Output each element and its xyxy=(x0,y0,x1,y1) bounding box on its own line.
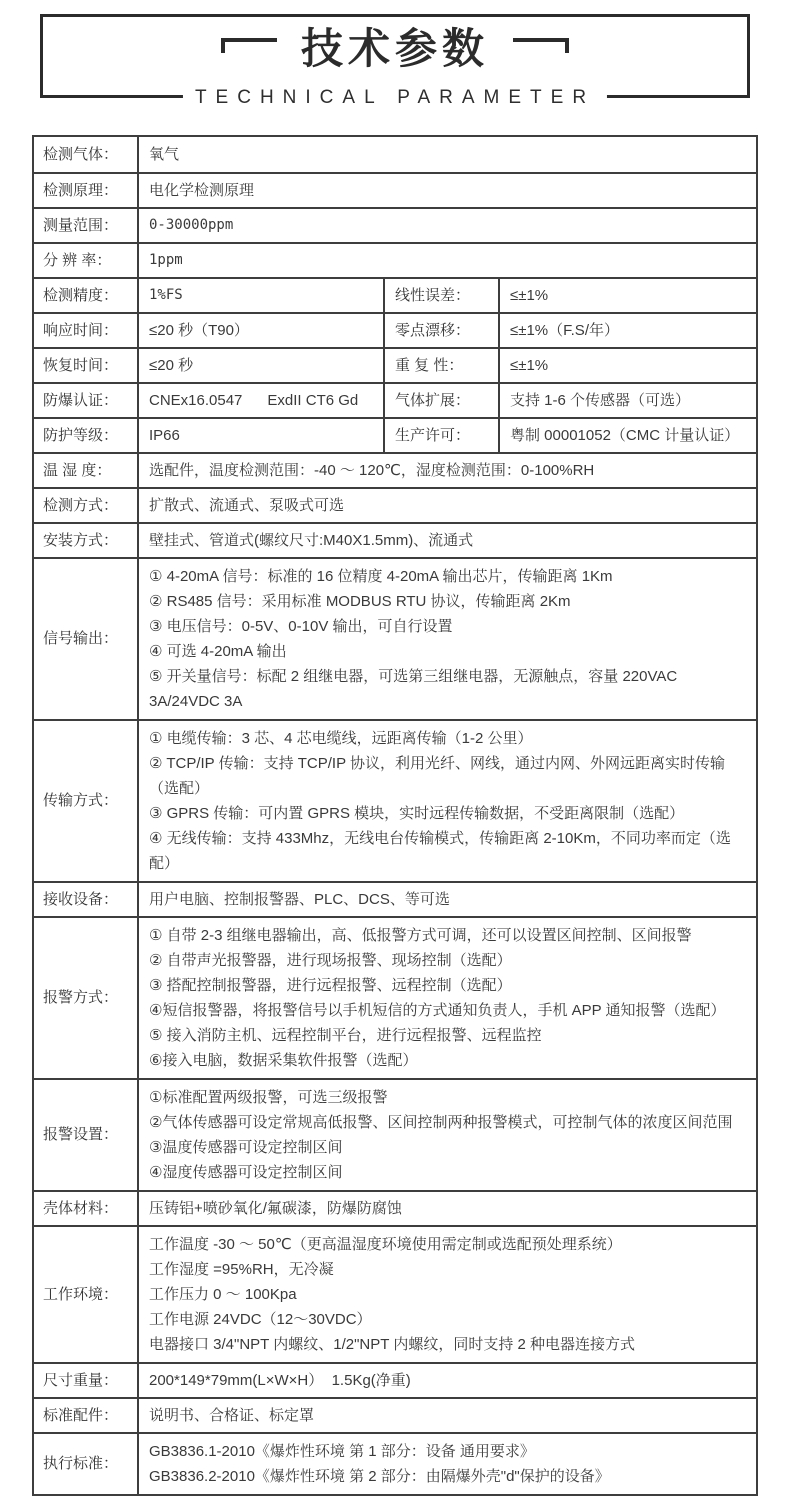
row-value: IP66 xyxy=(137,419,383,452)
row-label-2: 零点漂移： xyxy=(383,314,498,347)
row-label: 执行标准： xyxy=(43,1455,119,1473)
table-row xyxy=(34,719,756,881)
value-line: ③ 搭配控制报警器，进行远程报警、远程控制（选配） xyxy=(149,977,512,994)
row-value: CNEx16.0547 ExdII CT6 Gd xyxy=(137,384,383,417)
table-row xyxy=(34,277,756,312)
table-row xyxy=(34,312,756,347)
value-line: 电器接口 3/4"NPT 内螺纹、1/2"NPT 内螺纹，同时支持 2 种电器连接方式 xyxy=(149,1336,635,1353)
row-value xyxy=(137,918,756,1078)
value-line: ⑤ 接入消防主机、远程控制平台，进行远程报警、远程监控 xyxy=(149,1027,542,1044)
row-value-2: 支持 1-6 个传感器（可选） xyxy=(498,384,756,417)
table-row xyxy=(34,1190,756,1225)
row-label-2: 气体扩展： xyxy=(383,384,498,417)
value-line: ③ 电压信号：0-5V、0-10V 输出，可自行设置 xyxy=(149,618,453,635)
row-label: 壳体材料： xyxy=(43,1199,119,1217)
value-line: ④湿度传感器可设定控制区间 xyxy=(149,1164,343,1181)
row-label: 接收设备： xyxy=(43,890,119,908)
table-row xyxy=(34,1078,756,1190)
row-value: 1ppm xyxy=(137,244,756,277)
row-value: ≤20 秒（T90） xyxy=(137,314,383,347)
value-line: GB3836.2-2010《爆炸性环境 第 2 部分：由隔爆外壳"d"保护的设备》 xyxy=(149,1468,610,1485)
row-label: 报警方式： xyxy=(43,989,119,1007)
row-value: 0-30000ppm xyxy=(137,209,756,242)
table-row xyxy=(34,1397,756,1432)
table-row xyxy=(34,347,756,382)
table-row xyxy=(34,487,756,522)
row-label: 检测精度： xyxy=(43,286,119,304)
row-value-2: 粤制 00001052（CMC 计量认证） xyxy=(498,419,756,452)
row-value-2: ≤±1% xyxy=(498,349,756,382)
table-row xyxy=(34,417,756,452)
value-line: ①标准配置两级报警，可选三级报警 xyxy=(149,1089,388,1106)
row-label: 检测原理： xyxy=(43,181,119,199)
spec-table xyxy=(32,135,758,1496)
page-subtitle: TECHNICAL PARAMETER xyxy=(183,87,607,109)
value-line: ⑤ 开关量信号：标配 2 组继电器，可选第三组继电器，无源触点，容量 220VAC 3A/24VDC 3A xyxy=(149,668,682,710)
value-line: ② 自带声光报警器，进行现场报警、现场控制（选配） xyxy=(149,952,512,969)
row-value xyxy=(137,559,756,719)
value-line: ④ 可选 4-20mA 输出 xyxy=(149,643,287,660)
row-value-2: ≤±1% xyxy=(498,279,756,312)
row-label: 检测方式： xyxy=(43,496,119,514)
table-row xyxy=(34,137,756,172)
table-row xyxy=(34,172,756,207)
row-value: 氧气 xyxy=(137,137,756,172)
row-value: 1%FS xyxy=(137,279,383,312)
table-row xyxy=(34,452,756,487)
row-value xyxy=(137,1227,756,1362)
row-value: 用户电脑、控制报警器、PLC、DCS、等可选 xyxy=(137,883,756,916)
row-label: 标准配件： xyxy=(43,1406,119,1424)
row-label: 温 湿 度： xyxy=(43,461,112,479)
row-label: 分 辨 率： xyxy=(43,251,112,269)
row-label: 防爆认证： xyxy=(43,391,119,409)
table-row xyxy=(34,1362,756,1397)
row-label: 传输方式： xyxy=(43,792,119,810)
row-label: 恢复时间： xyxy=(43,356,119,374)
value-line: ② RS485 信号：采用标准 MODBUS RTU 协议，传输距离 2Km xyxy=(149,593,571,610)
row-label: 工作环境： xyxy=(43,1285,119,1303)
value-line: 工作压力 0 ～ 100Kpa xyxy=(149,1286,297,1303)
row-label: 防护等级： xyxy=(43,426,119,444)
table-row xyxy=(34,1225,756,1362)
value-line: ① 4-20mA 信号：标准的 16 位精度 4-20mA 输出芯片，传输距离 1Km xyxy=(149,568,613,585)
title-row xyxy=(43,26,747,72)
value-line: ① 电缆传输：3 芯、4 芯电缆线，远距离传输（1-2 公里） xyxy=(149,730,533,747)
row-value xyxy=(137,721,756,881)
row-value xyxy=(137,1080,756,1190)
value-line: ④ 无线传输：支持 433Mhz，无线电台传输模式，传输距离 2-10Km，不同功率而定（选配） xyxy=(149,830,731,872)
value-line: 工作电源 24VDC（12～30VDC） xyxy=(149,1311,372,1328)
row-label: 响应时间： xyxy=(43,321,119,339)
row-label: 信号输出： xyxy=(43,630,119,648)
value-line: ② TCP/IP 传输：支持 TCP/IP 协议，利用光纤、网线，通过内网、外网远距离实时传输（选配） xyxy=(149,755,725,797)
value-line: ⑥接入电脑，数据采集软件报警（选配） xyxy=(149,1052,418,1069)
row-value: 扩散式、流通式、泵吸式可选 xyxy=(137,489,756,522)
value-line: GB3836.1-2010《爆炸性环境 第 1 部分：设备 通用要求》 xyxy=(149,1443,535,1460)
table-row xyxy=(34,1432,756,1494)
row-label: 测量范围： xyxy=(43,216,119,234)
value-line: 工作温度 -30 ～ 50℃（更高温湿度环境使用需定制或选配预处理系统） xyxy=(149,1236,622,1253)
row-label-2: 线性误差： xyxy=(383,279,498,312)
row-label: 报警设置： xyxy=(43,1126,119,1144)
table-row xyxy=(34,207,756,242)
row-value: 选配件，温度检测范围：-40 ～ 120℃，湿度检测范围：0-100%RH xyxy=(137,454,756,487)
value-line: 工作湿度 =95%RH，无冷凝 xyxy=(149,1261,334,1278)
value-line: ④短信报警器，将报警信号以手机短信的方式通知负责人，手机 APP 通知报警（选配） xyxy=(149,1002,726,1019)
header-section xyxy=(40,14,750,108)
row-value xyxy=(137,1434,756,1494)
corner-bracket-right-icon xyxy=(513,38,569,53)
row-label: 检测气体： xyxy=(43,145,119,163)
page-title: 技术参数 xyxy=(300,25,489,72)
table-row xyxy=(34,242,756,277)
row-value: 电化学检测原理 xyxy=(137,174,756,207)
value-line: ③ GPRS 传输：可内置 GPRS 模块，实时远程传输数据，不受距离限制（选配） xyxy=(149,805,685,822)
table-row xyxy=(34,382,756,417)
corner-bracket-left-icon xyxy=(221,38,277,53)
value-line: ① 自带 2-3 组继电器输出，高、低报警方式可调，还可以设置区间控制、区间报警 xyxy=(149,927,692,944)
row-label-2: 重 复 性： xyxy=(383,349,498,382)
row-value: ≤20 秒 xyxy=(137,349,383,382)
row-label: 尺寸重量： xyxy=(43,1371,119,1389)
value-line: ③温度传感器可设定控制区间 xyxy=(149,1139,343,1156)
row-label-2: 生产许可： xyxy=(383,419,498,452)
page xyxy=(0,14,790,1496)
value-line: ②气体传感器可设定常规高低报警、区间控制两种报警模式，可控制气体的浓度区间范围 xyxy=(149,1114,733,1131)
table-row xyxy=(34,916,756,1078)
table-row xyxy=(34,522,756,557)
row-value: 200*149*79mm(L×W×H） 1.5Kg(净重) xyxy=(137,1364,756,1397)
table-row xyxy=(34,881,756,916)
row-value-2: ≤±1%（F.S/年） xyxy=(498,314,756,347)
row-value: 压铸铝+喷砂氧化/氟碳漆，防爆防腐蚀 xyxy=(137,1192,756,1225)
row-value: 壁挂式、管道式(螺纹尺寸:M40X1.5mm)、流通式 xyxy=(137,524,756,557)
row-value: 说明书、合格证、标定罩 xyxy=(137,1399,756,1432)
row-label: 安装方式： xyxy=(43,531,119,549)
table-row xyxy=(34,557,756,719)
